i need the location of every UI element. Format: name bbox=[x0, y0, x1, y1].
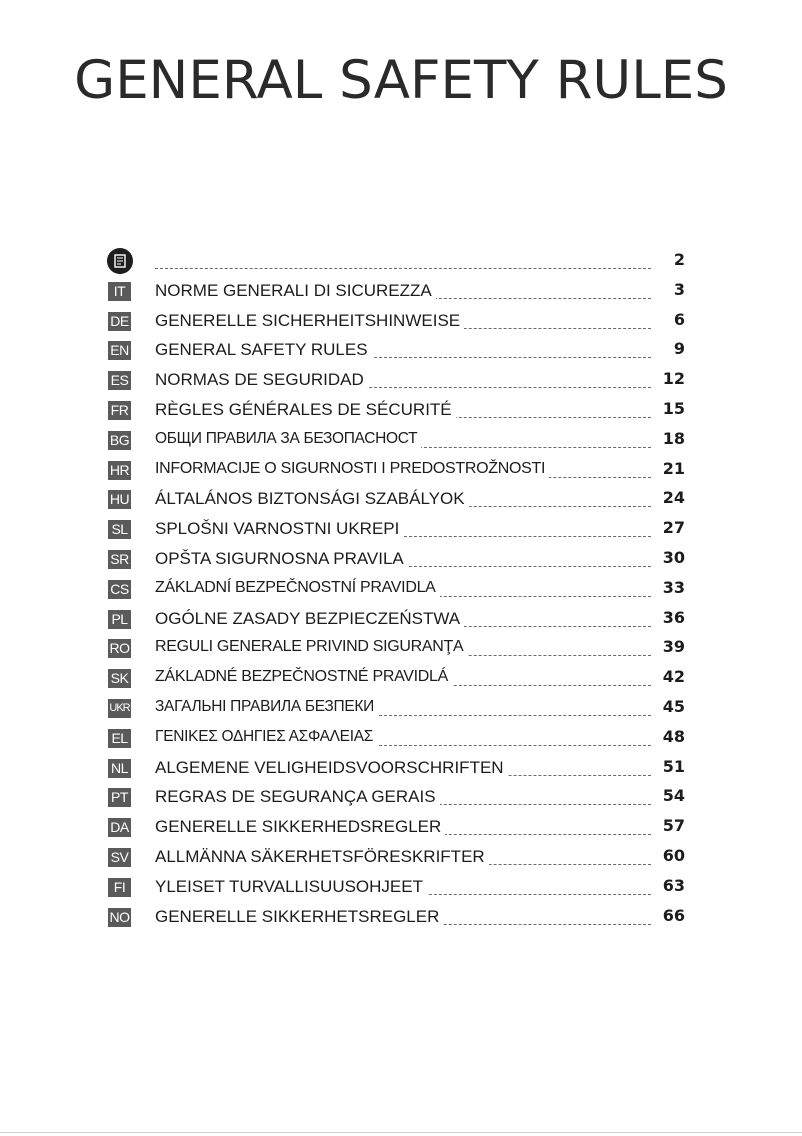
page-number: 57 bbox=[662, 816, 685, 836]
page-number: 18 bbox=[662, 428, 685, 448]
section-title: YLEISET TURVALLISUUSOHJEET bbox=[155, 877, 427, 897]
language-badge: HU bbox=[109, 491, 130, 508]
section-title: NORME GENERALI DI SICUREZZA bbox=[155, 281, 436, 301]
language-badge: FR bbox=[108, 401, 131, 420]
section-title: GENERELLE SIKKERHEDSREGLER bbox=[155, 817, 445, 837]
language-badge: EN bbox=[108, 341, 131, 360]
language-badge: EL bbox=[108, 729, 131, 748]
language-badge: CS bbox=[108, 580, 131, 599]
section-title: REGULI GENERALE PRIVIND SIGURANŢA bbox=[155, 638, 467, 656]
section-title: GENERAL SAFETY RULES bbox=[155, 340, 372, 360]
toc-row-sl[interactable] bbox=[107, 514, 697, 544]
language-badge: NL bbox=[108, 759, 131, 778]
toc-row-pt[interactable] bbox=[107, 782, 697, 812]
section-title: ÁLTALÁNOS BIZTONSÁGI SZABÁLYOK bbox=[155, 489, 469, 509]
toc-row-bg[interactable] bbox=[107, 425, 697, 455]
toc-row-en[interactable] bbox=[107, 335, 697, 365]
section-title: SPLOŠNI VARNOSTNI UKREPI bbox=[155, 519, 403, 539]
toc-row-cs[interactable] bbox=[107, 574, 697, 604]
page-number: 42 bbox=[662, 667, 685, 687]
language-badge: NO bbox=[109, 908, 130, 925]
section-title: ΓΕΝΙΚΕΣ ΟΔΗΓΙΕΣ ΑΣΦΑΛΕΙΑΣ bbox=[155, 728, 377, 746]
toc-row-hu[interactable] bbox=[107, 484, 697, 514]
page-number: 9 bbox=[673, 339, 685, 359]
page-number: 27 bbox=[662, 518, 685, 538]
section-title: ZÁKLADNÉ BEZPEČNOSTNÉ PRAVIDLÁ bbox=[155, 668, 452, 686]
page-number: 21 bbox=[662, 458, 685, 478]
page-number: 33 bbox=[662, 577, 685, 597]
section-title: RÈGLES GÉNÉRALES DE SÉCURITÉ bbox=[155, 400, 456, 420]
toc-row-manual[interactable] bbox=[107, 246, 697, 276]
toc-row-pl[interactable] bbox=[107, 604, 697, 634]
page-number: 54 bbox=[662, 786, 685, 806]
section-title: INFORMACIJE O SIGURNOSTI I PREDOSTROŽNOSTI bbox=[155, 460, 549, 478]
toc-row-de[interactable] bbox=[107, 306, 697, 336]
toc-row-el[interactable] bbox=[107, 723, 697, 753]
language-badge: SV bbox=[108, 848, 131, 867]
section-title: GENERELLE SIKKERHETSREGLER bbox=[155, 907, 443, 927]
toc-row-sv[interactable] bbox=[107, 842, 697, 872]
language-badge: RO bbox=[109, 640, 130, 657]
page-number: 51 bbox=[662, 756, 685, 776]
table-of-contents bbox=[107, 246, 697, 931]
toc-row-fi[interactable] bbox=[107, 872, 697, 902]
page-number: 36 bbox=[662, 607, 685, 627]
language-badge: SR bbox=[108, 550, 131, 569]
page-number: 24 bbox=[662, 488, 685, 508]
section-title: REGRAS DE SEGURANÇA GERAIS bbox=[155, 787, 440, 807]
read-manual-icon bbox=[107, 248, 133, 274]
toc-row-no[interactable] bbox=[107, 902, 697, 932]
language-badge: IT bbox=[108, 282, 131, 301]
toc-row-fr[interactable] bbox=[107, 395, 697, 425]
toc-row-da[interactable] bbox=[107, 812, 697, 842]
section-title: OPŠTA SIGURNOSNA PRAVILA bbox=[155, 549, 408, 569]
section-title: ОБЩИ ПРАВИЛА ЗА БЕЗОПАСНОСТ bbox=[155, 430, 421, 448]
toc-row-ukr[interactable] bbox=[107, 693, 697, 723]
section-title: NORMAS DE SEGURIDAD bbox=[155, 370, 368, 390]
section-title: ALLMÄNNA SÄKERHETSFÖRESKRIFTER bbox=[155, 847, 489, 867]
toc-row-nl[interactable] bbox=[107, 753, 697, 783]
page-number: 12 bbox=[662, 369, 685, 389]
page-number: 30 bbox=[662, 547, 685, 567]
language-badge: DE bbox=[108, 312, 131, 331]
language-badge: SL bbox=[108, 520, 131, 539]
language-badge: ES bbox=[108, 371, 131, 390]
section-title: GENERELLE SICHERHEITSHINWEISE bbox=[155, 311, 464, 331]
language-badge: BG bbox=[109, 431, 130, 448]
language-badge: PT bbox=[108, 788, 131, 807]
page-title: GENERAL SAFETY RULES bbox=[74, 50, 728, 111]
page-number: 15 bbox=[662, 398, 685, 418]
toc-row-sk[interactable] bbox=[107, 663, 697, 693]
dotted-leader bbox=[155, 268, 651, 269]
language-badge: FI bbox=[108, 878, 131, 897]
page-number: 2 bbox=[673, 250, 685, 269]
language-badge: UKR bbox=[108, 699, 131, 718]
page-number: 60 bbox=[662, 845, 685, 865]
page-number: 66 bbox=[662, 905, 685, 925]
toc-row-it[interactable] bbox=[107, 276, 697, 306]
toc-row-sr[interactable] bbox=[107, 544, 697, 574]
section-title: ЗАГАЛЬНІ ПРАВИЛА БЕЗПЕКИ bbox=[155, 698, 378, 716]
language-badge: HR bbox=[109, 461, 130, 478]
language-badge: DA bbox=[108, 818, 131, 837]
toc-row-es[interactable] bbox=[107, 365, 697, 395]
section-title: ALGEMENE VELIGHEIDSVOORSCHRIFTEN bbox=[155, 758, 508, 778]
section-title: OGÓLNE ZASADY BEZPIECZEŃSTWA bbox=[155, 609, 464, 629]
page-number: 45 bbox=[662, 696, 685, 716]
page-number: 48 bbox=[662, 726, 685, 746]
page-number: 39 bbox=[662, 637, 685, 657]
language-badge: SK bbox=[108, 669, 131, 688]
page-number: 3 bbox=[673, 279, 685, 299]
section-title: ZÁKLADNÍ BEZPEČNOSTNÍ PRAVIDLA bbox=[155, 579, 440, 597]
bottom-divider bbox=[0, 1132, 802, 1133]
toc-row-hr[interactable] bbox=[107, 455, 697, 485]
page-number: 63 bbox=[662, 875, 685, 895]
language-badge: PL bbox=[108, 610, 131, 629]
toc-row-ro[interactable] bbox=[107, 633, 697, 663]
page-number: 6 bbox=[673, 309, 685, 329]
